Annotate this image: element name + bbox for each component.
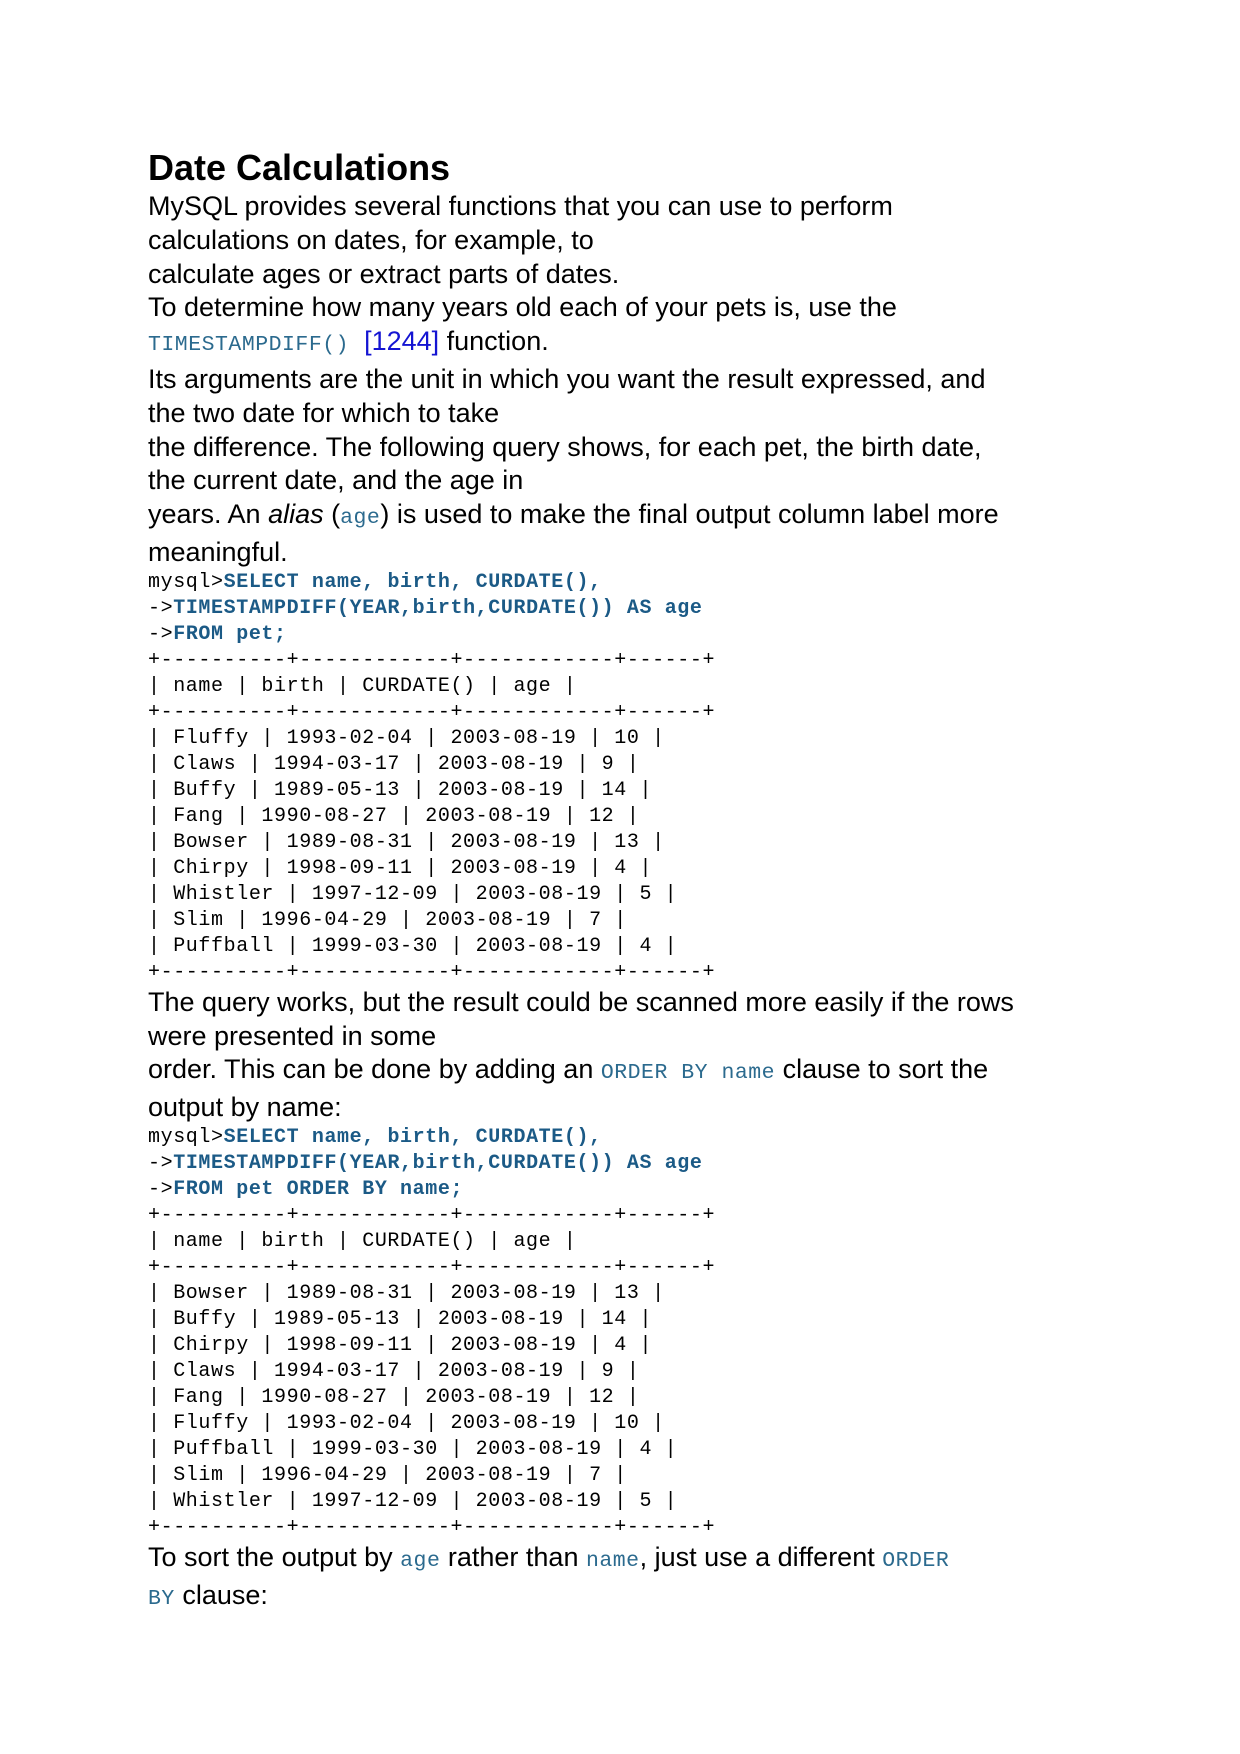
query-line [148, 570, 1118, 596]
text-fragment: To sort the output by [148, 1541, 401, 1572]
table-border: +----------+------------+------------+------+ [148, 1255, 716, 1279]
function-code: TIMESTAMPDIFF() [148, 333, 350, 358]
table-row: | Slim | 1996-04-29 | 2003-08-19 | 7 | [148, 1463, 627, 1487]
text-line: the two date for which to take [148, 397, 500, 428]
closing-paragraph [148, 1541, 1118, 1617]
table-header: | name | birth | CURDATE() | age | [148, 1229, 577, 1253]
table-row: | Puffball | 1999-03-30 | 2003-08-19 | 4 | [148, 1437, 678, 1461]
query-line [148, 596, 1118, 622]
inline-code: ORDER [882, 1548, 950, 1573]
table-row: | Puffball | 1999-03-30 | 2003-08-19 | 4 | [148, 934, 678, 958]
inline-code: name [585, 1548, 640, 1573]
table-row: | Chirpy | 1998-09-11 | 2003-08-19 | 4 | [148, 856, 653, 880]
sql-command: FROM pet; [173, 622, 287, 646]
sql-query-2 [148, 1125, 1118, 1203]
text-line [148, 325, 1118, 363]
table-border: +----------+------------+------------+------+ [148, 648, 716, 672]
mysql-prompt: mysql> [148, 570, 224, 594]
sql-command: FROM pet ORDER BY name; [173, 1177, 464, 1201]
text-line: MySQL provides several functions that you can use to perform [148, 191, 893, 221]
continuation-prompt: -> [148, 622, 174, 646]
text-fragment: clause to sort the [775, 1054, 989, 1085]
table-row: | Fang | 1990-08-27 | 2003-08-19 | 12 | [148, 804, 640, 828]
table-row: | Slim | 1996-04-29 | 2003-08-19 | 7 | [148, 908, 627, 932]
table-row: | Chirpy | 1998-09-11 | 2003-08-19 | 4 | [148, 1333, 653, 1357]
text-fragment: clause: [174, 1579, 268, 1610]
text-line: output by name: [148, 1092, 342, 1123]
text-line: the current date, and the age in [148, 465, 524, 496]
inline-code: BY [148, 1586, 175, 1611]
inline-code: age [340, 506, 381, 531]
table-row: | Whistler | 1997-12-09 | 2003-08-19 | 5 | [148, 1489, 678, 1513]
intro-paragraph [148, 190, 1118, 570]
result-table-1 [148, 648, 1118, 986]
query-line [148, 1125, 1118, 1151]
text-line: To determine how many years old each of your pets is, use the [148, 292, 897, 323]
table-row: | Buffy | 1989-05-13 | 2003-08-19 | 14 | [148, 778, 653, 802]
middle-paragraph [148, 986, 1118, 1125]
sql-command: TIMESTAMPDIFF(YEAR,birth,CURDATE()) AS age [173, 596, 703, 620]
mysql-prompt: mysql> [148, 1125, 224, 1149]
query-line [148, 1151, 1118, 1177]
table-border: +----------+------------+------------+------+ [148, 1515, 716, 1539]
document-page [148, 146, 1118, 1617]
text-line: calculations on dates, for example, to [148, 224, 594, 255]
result-table-2 [148, 1203, 1118, 1541]
table-header: | name | birth | CURDATE() | age | [148, 674, 577, 698]
table-border: +----------+------------+------------+------+ [148, 960, 716, 984]
inline-code: age [400, 1548, 441, 1573]
table-row: | Claws | 1994-03-17 | 2003-08-19 | 9 | [148, 1359, 640, 1383]
reference-link[interactable]: [1244] [364, 326, 440, 357]
table-row: | Whistler | 1997-12-09 | 2003-08-19 | 5 | [148, 882, 678, 906]
continuation-prompt: -> [148, 1151, 174, 1175]
table-row: | Buffy | 1989-05-13 | 2003-08-19 | 14 | [148, 1307, 653, 1331]
inline-code: ORDER BY name [600, 1061, 776, 1086]
text-fragment: ) is used to make the final output column label more [380, 499, 999, 530]
text-line: meaningful. [148, 536, 288, 567]
table-row: | Fang | 1990-08-27 | 2003-08-19 | 12 | [148, 1385, 640, 1409]
table-row: | Fluffy | 1993-02-04 | 2003-08-19 | 10 | [148, 1411, 665, 1435]
table-row: | Bowser | 1989-08-31 | 2003-08-19 | 13 | [148, 830, 665, 854]
text-line: Its arguments are the unit in which you want the result expressed, and [148, 363, 986, 394]
alias-term: alias [268, 499, 324, 530]
sql-query-1 [148, 570, 1118, 648]
text-line [148, 1579, 1118, 1617]
text-line [148, 1541, 1118, 1579]
text-line: The query works, but the result could be scanned more easily if the rows [148, 986, 1014, 1017]
text-fragment: function. [439, 326, 549, 357]
table-border: +----------+------------+------------+------+ [148, 700, 716, 724]
text-fragment: , just use a different [639, 1541, 883, 1572]
sql-command: SELECT name, birth, CURDATE(), [223, 570, 602, 594]
text-fragment: order. This can be done by adding an [148, 1054, 601, 1085]
query-line [148, 1177, 1118, 1203]
text-line: calculate ages or extract parts of dates. [148, 258, 620, 289]
text-fragment: ( [323, 499, 341, 530]
text-line [148, 1053, 1118, 1091]
continuation-prompt: -> [148, 1177, 174, 1201]
text-fragment: years. An [148, 499, 269, 530]
table-row: | Fluffy | 1993-02-04 | 2003-08-19 | 10 | [148, 726, 665, 750]
text-line: the difference. The following query shows, for each pet, the birth date, [148, 431, 982, 462]
table-row: | Claws | 1994-03-17 | 2003-08-19 | 9 | [148, 752, 640, 776]
page-title: Date Calculations [148, 147, 451, 188]
table-row: | Bowser | 1989-08-31 | 2003-08-19 | 13 | [148, 1281, 665, 1305]
table-border: +----------+------------+------------+------+ [148, 1203, 716, 1227]
sql-command: SELECT name, birth, CURDATE(), [223, 1125, 602, 1149]
query-line [148, 622, 1118, 648]
sql-command: TIMESTAMPDIFF(YEAR,birth,CURDATE()) AS age [173, 1151, 703, 1175]
continuation-prompt: -> [148, 596, 174, 620]
text-line [148, 498, 1118, 536]
text-line: were presented in some [148, 1020, 437, 1051]
text-fragment: rather than [440, 1541, 586, 1572]
